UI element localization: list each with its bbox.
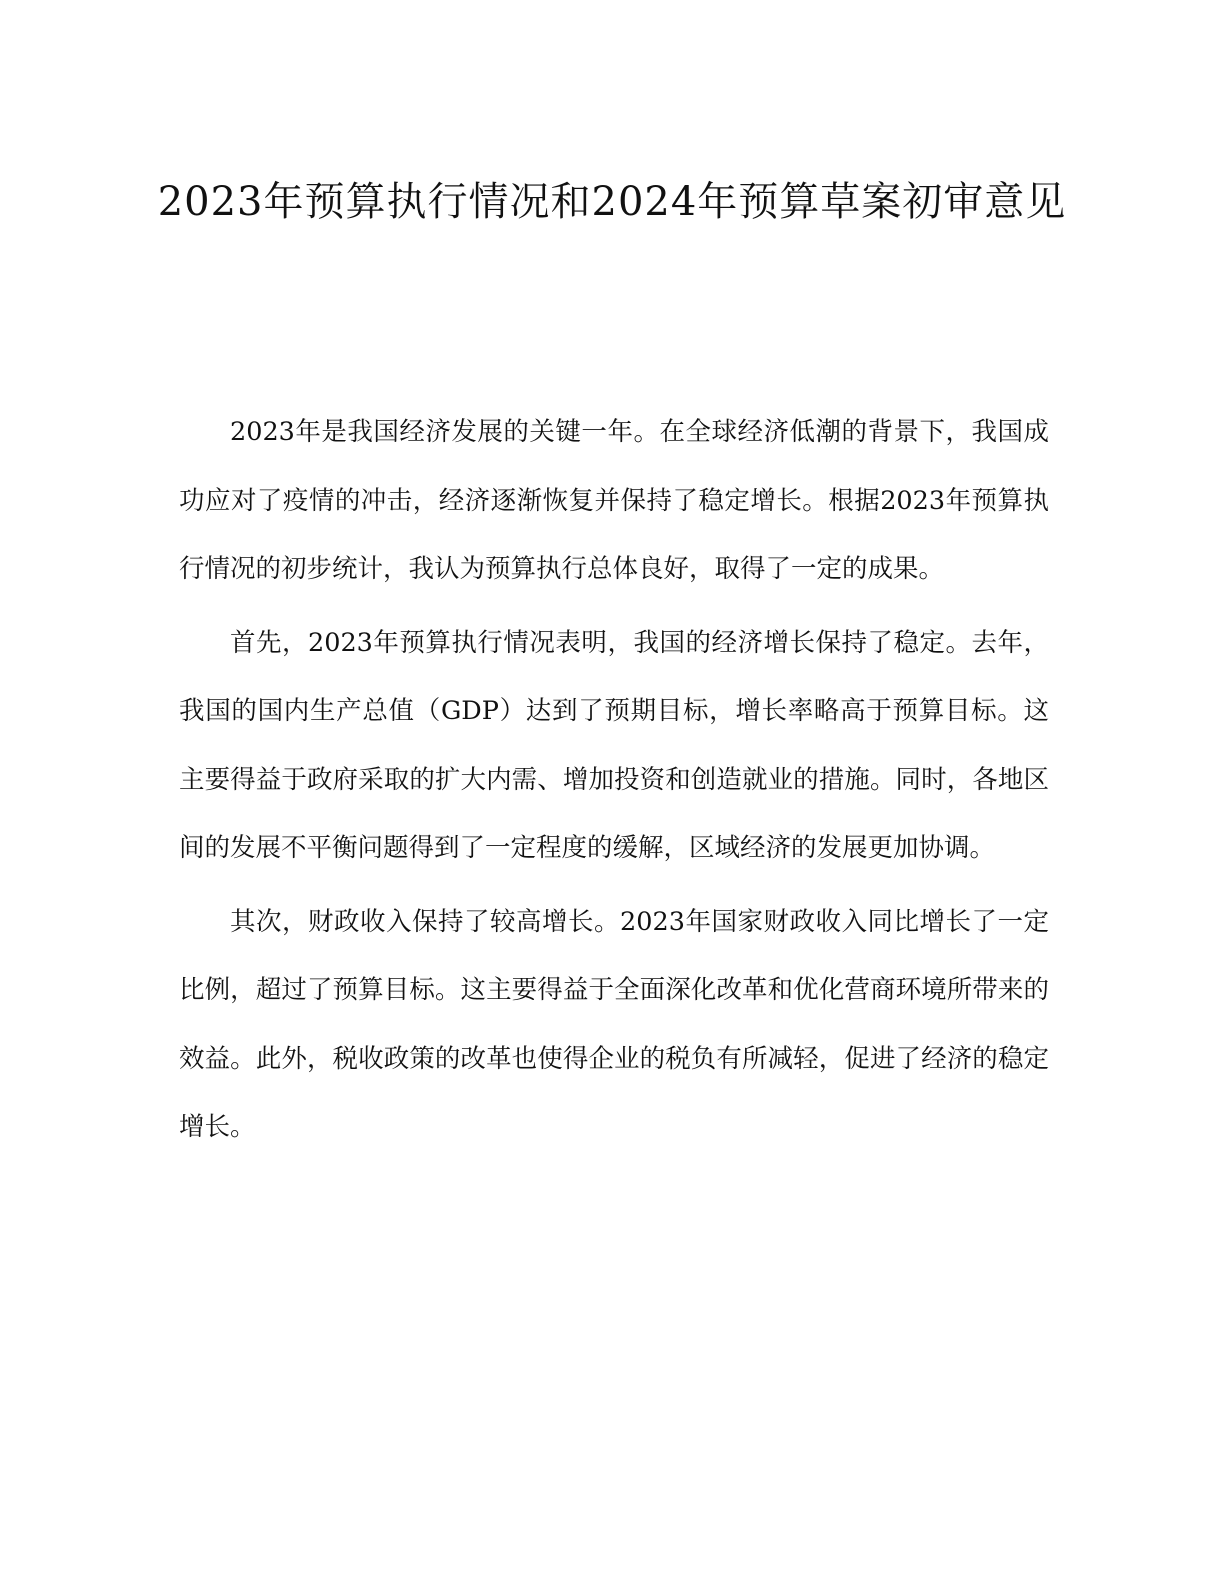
paragraph-1: 2023年是我国经济发展的关键一年。在全球经济低潮的背景下，我国成功应对了疫情的冲击，经济逐渐恢复并保持了稳定增长。根据2023年预算执行情况的初步统计，我认为预算执行总体良好，取得了一定的成果。 [179, 417, 1049, 584]
paragraph-3: 其次，财政收入保持了较高增长。2023年国家财政收入同比增长了一定比例，超过了预算目标。这主要得益于全面深化改革和优化营商环境所带来的效益。此外，税收政策的改革也使得企业的税负有所减轻，促进了经济的稳定增长。 [179, 906, 1049, 1142]
document-body [179, 398, 1049, 1167]
paragraph-2: 首先，2023年预算执行情况表明，我国的经济增长保持了稳定。去年，我国的国内生产总值（GDP）达到了预期目标，增长率略高于预算目标。这主要得益于政府采取的扩大内需、增加投资和创造就业的措施。同时，各地区间的发展不平衡问题得到了一定程度的缓解，区域经济的发展更加协调。 [179, 627, 1049, 863]
document-title: 2023年预算执行情况和2024年预算草案初审意见 [157, 179, 1067, 225]
